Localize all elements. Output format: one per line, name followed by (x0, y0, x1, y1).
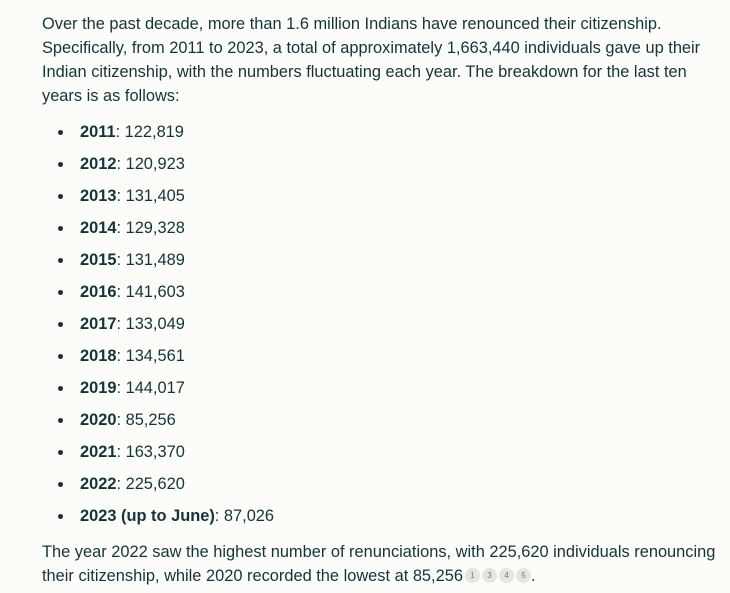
year-value: : 129,328 (116, 219, 185, 237)
year-label: 2020 (80, 411, 117, 429)
list-item (42, 244, 722, 276)
list-item (42, 500, 722, 532)
bullet-icon (58, 258, 63, 263)
list-item (42, 276, 722, 308)
bullet-icon (58, 226, 63, 231)
list-item (42, 116, 722, 148)
outro-end: . (530, 567, 536, 585)
year-label: 2021 (80, 443, 117, 461)
citation-badge[interactable]: 1 (465, 568, 480, 583)
list-item (42, 468, 722, 500)
year-value: : 120,923 (116, 155, 185, 173)
bullet-icon (58, 386, 63, 391)
year-value: : 134,561 (116, 347, 185, 365)
list-item (42, 340, 722, 372)
year-label: 2012 (80, 155, 117, 173)
year-value: : 122,819 (115, 123, 184, 141)
bullet-icon (58, 290, 63, 295)
bullet-icon (58, 322, 63, 327)
year-label: 2016 (80, 283, 117, 301)
year-value: : 131,405 (116, 187, 185, 205)
outro-paragraph (42, 540, 722, 588)
list-item (42, 436, 722, 468)
list-item (42, 212, 722, 244)
year-label: 2017 (80, 315, 117, 333)
bullet-icon (58, 354, 63, 359)
citation-badge[interactable]: 4 (499, 568, 514, 583)
list-item (42, 180, 722, 212)
bullet-icon (58, 450, 63, 455)
year-value: : 225,620 (116, 475, 185, 493)
bullet-icon (58, 482, 63, 487)
year-value: : 133,049 (116, 315, 185, 333)
year-label: 2019 (80, 379, 117, 397)
list-item (42, 372, 722, 404)
year-value: : 141,603 (116, 283, 185, 301)
year-value: : 85,256 (116, 411, 176, 429)
year-label: 2013 (80, 187, 117, 205)
year-label: 2015 (80, 251, 117, 269)
bullet-icon (58, 418, 63, 423)
bullet-icon (58, 162, 63, 167)
outro-text: The year 2022 saw the highest number of renunciations, with 225,620 individuals renouncing their citizenship, while 2020 recorded the lowest at 85,256 (42, 543, 716, 585)
bullet-icon (58, 130, 63, 135)
list-item (42, 148, 722, 180)
year-value: : 163,370 (116, 443, 185, 461)
answer-body (42, 12, 722, 588)
year-label: 2023 (up to June) (80, 507, 215, 525)
year-label: 2022 (80, 475, 117, 493)
year-label: 2018 (80, 347, 117, 365)
citation-badge[interactable]: 5 (516, 568, 531, 583)
year-list (42, 116, 722, 532)
year-value: : 131,489 (116, 251, 185, 269)
bullet-icon (58, 514, 63, 519)
year-label: 2014 (80, 219, 117, 237)
year-label: 2011 (80, 123, 116, 141)
list-item (42, 404, 722, 436)
intro-paragraph: Over the past decade, more than 1.6 million Indians have renounced their citizenship. Specifically, from 2011 to 2023, a total of approximately 1,663,440 individuals gave up their Indian citizenship, with the numbers fluctuating each year. The breakdown for the last ten years is as follows: (42, 15, 701, 105)
bullet-icon (58, 194, 63, 199)
list-item (42, 308, 722, 340)
year-value: : 87,026 (214, 507, 275, 525)
year-value: : 144,017 (116, 379, 185, 397)
citation-badge[interactable]: 3 (482, 568, 497, 583)
